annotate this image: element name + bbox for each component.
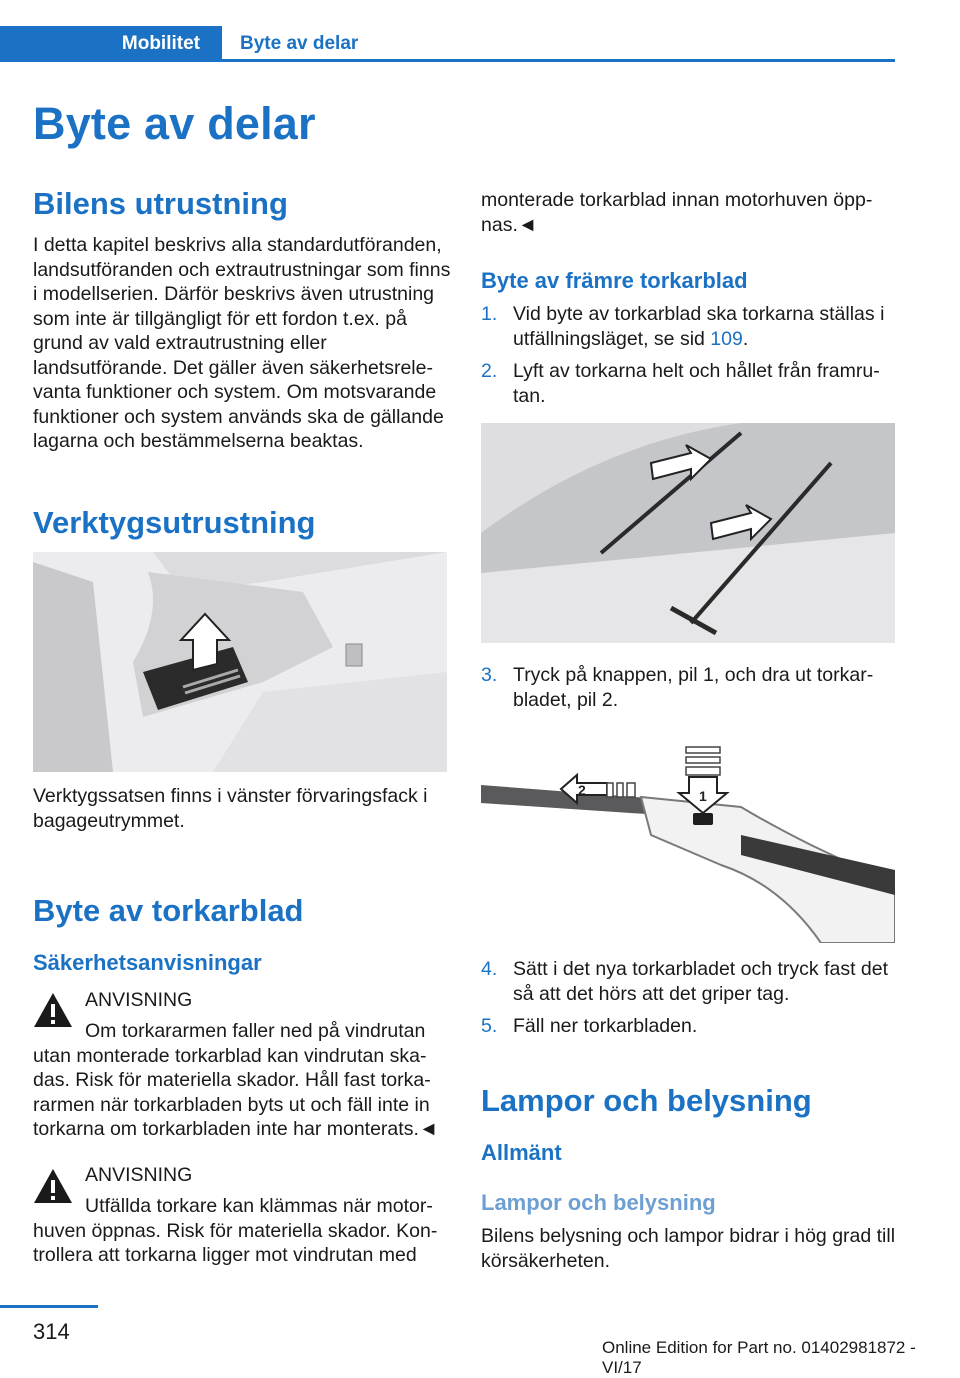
step-5 bbox=[481, 1014, 899, 1039]
warning2-text: Utfällda torkare kan klämmas när motorhuven öppnas. Risk för materiella skador. Kontrollera att torkarna ligger mot vindrutan med bbox=[33, 1195, 438, 1266]
edition-label: Online Edition for Part no. 01402981872 - VI/17 bbox=[602, 1338, 916, 1377]
page-title: Byte av delar bbox=[33, 98, 316, 149]
step-number: 4. bbox=[481, 958, 498, 980]
step-text: Lyft av torkarna helt och hållet från framrutan. bbox=[513, 360, 880, 407]
page-number: 314 bbox=[33, 1319, 70, 1344]
step-text: Fäll ner torkarbladen. bbox=[513, 1015, 698, 1037]
header-rule bbox=[222, 59, 895, 62]
heading-byte-av-framre-torkarblad: Byte av främre torkarblad bbox=[481, 268, 748, 293]
warning1-text: Om torkararmen faller ned på vindrutan utan monterade torkarblad kan vindrutan skadas. Risk för materiella skador. Håll fast torkararmen när torkarbladen byts ut och fäll inte in torkarna om torkarbladen inte har monterats.◄ bbox=[33, 1020, 439, 1140]
warning1-label: ANVISNING bbox=[85, 989, 193, 1011]
step-number: 5. bbox=[481, 1015, 498, 1037]
footer-rule bbox=[0, 1305, 98, 1308]
tool-kit-figure bbox=[33, 552, 447, 772]
step-text: Sätt i det nya torkarbladet och tryck fast det så att det hörs att det griper tag. bbox=[513, 958, 889, 1005]
windscreen-illustration bbox=[481, 423, 895, 643]
heading-lampor-och-belysning: Lampor och belysning bbox=[481, 1083, 812, 1118]
heading-byte-av-torkarblad: Byte av torkarblad bbox=[33, 893, 304, 928]
windscreen-wipers-figure bbox=[481, 423, 895, 643]
chapter-tabbar bbox=[0, 26, 895, 62]
tab-byte-av-delar[interactable]: Byte av delar bbox=[240, 33, 359, 54]
arrow-2-label: 2 bbox=[578, 782, 586, 798]
step-2 bbox=[481, 359, 899, 408]
subheading-lampor-och-belysning: Lampor och belysning bbox=[481, 1190, 716, 1215]
step-text: Vid byte av torkarblad ska torkarna ställas i utfällningsläget, se sid 109. bbox=[513, 303, 885, 350]
page-link-109[interactable]: 109 bbox=[710, 327, 743, 350]
step-number: 3. bbox=[481, 664, 498, 686]
wiper-arm-illustration bbox=[481, 735, 895, 943]
step-number: 1. bbox=[481, 303, 498, 325]
heading-allmant: Allmänt bbox=[481, 1140, 562, 1165]
heading-sakerhetsanvisningar: Säkerhetsanvisningar bbox=[33, 950, 262, 975]
lamps-paragraph: Bilens belysning och lampor bidrar i hög grad till körsäkerheten. bbox=[481, 1225, 896, 1272]
arrow-1-label: 1 bbox=[699, 788, 707, 804]
tools-caption: Verktygssatsen finns i vänster förvaringsfack i bagageutrymmet. bbox=[33, 785, 428, 832]
warning2-label: ANVISNING bbox=[85, 1164, 193, 1186]
step-3 bbox=[481, 663, 899, 712]
wiper-release-figure bbox=[481, 735, 895, 943]
heading-verktygsutrustning: Verktygsutrustning bbox=[33, 505, 316, 540]
equipment-paragraph: I detta kapitel beskrivs alla standardutföranden, landsutföranden och extrautrustningar som finns i modellserien. Därför beskrivs även utrustning som inte är tillgängligt för ett fordon t.ex. på grund av vald extrautrustning eller landsutförande. Det gäller även säkerhetsrelevanta funktioner och system. Om motsvarande funktioner och system används ska de gällande lagarna och bestämmelserna beaktas. bbox=[33, 234, 451, 452]
step-text: Tryck på knappen, pil 1, och dra ut torkarbladet, pil 2. bbox=[513, 664, 874, 711]
trunk-compartment-illustration bbox=[33, 552, 447, 772]
step-1 bbox=[481, 302, 899, 351]
tab-mobilitet[interactable]: Mobilitet bbox=[0, 26, 222, 62]
warning2-continued: monterade torkarblad innan motorhuven öppnas.◄ bbox=[481, 189, 873, 236]
step-number: 2. bbox=[481, 360, 498, 382]
step-4 bbox=[481, 957, 899, 1006]
heading-bilens-utrustning: Bilens utrustning bbox=[33, 186, 288, 221]
